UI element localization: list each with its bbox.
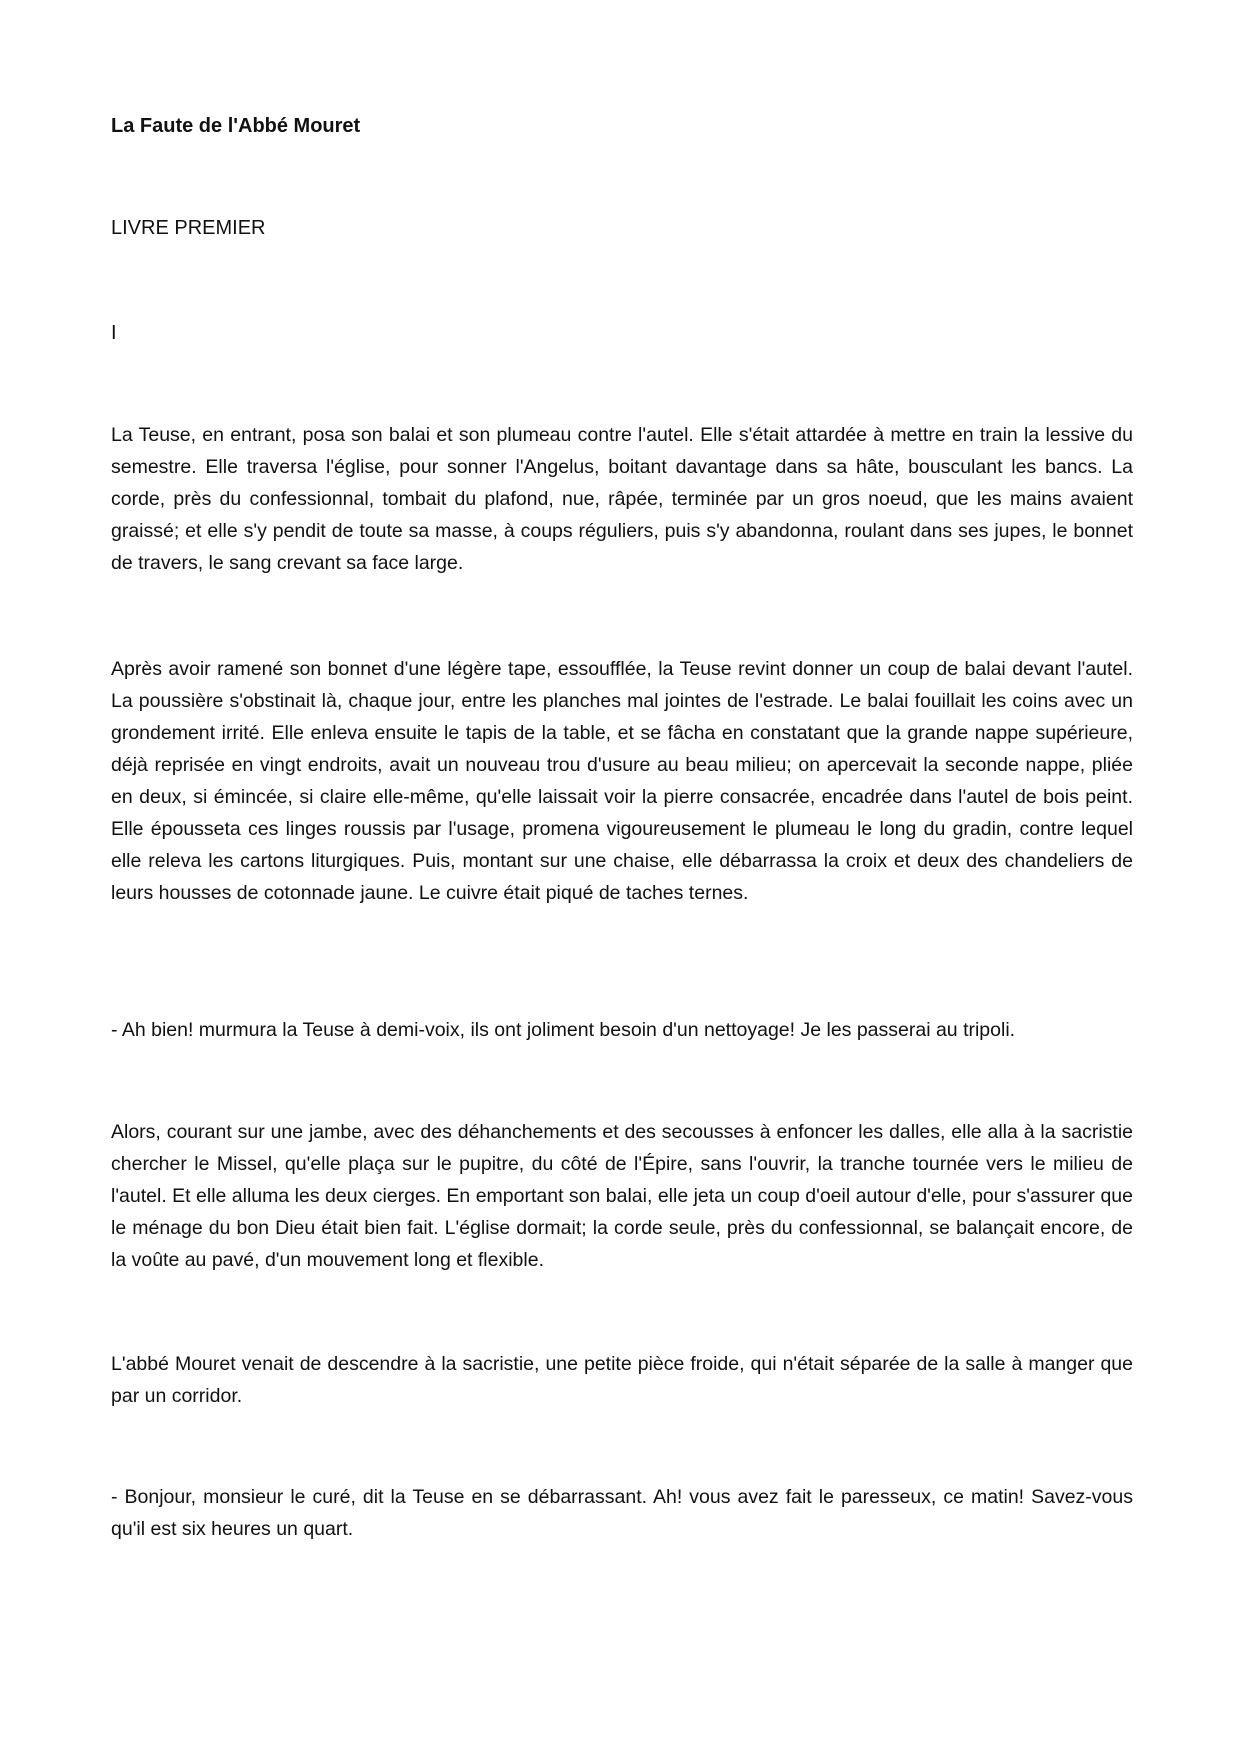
- paragraph-6: - Bonjour, monsieur le curé, dit la Teuse en se débarrassant. Ah! vous avez fait le paresseux, ce matin! Savez-vous qu'il est six heures un quart.: [111, 1486, 1133, 1540]
- paragraph-5: L'abbé Mouret venait de descendre à la sacristie, une petite pièce froide, qui n'était séparée de la salle à manger que par un corridor.: [111, 1353, 1133, 1407]
- paragraph-3: - Ah bien! murmura la Teuse à demi-voix, ils ont joliment besoin d'un nettoyage! Je les passerai au tripoli.: [111, 1019, 1016, 1041]
- paragraph-2: Après avoir ramené son bonnet d'une légère tape, essoufflée, la Teuse revint donner un coup de balai devant l'autel. La poussière s'obstinait là, chaque jour, entre les planches mal jointes de l'estrade. Le balai fouillait les coins avec un grondement irrité. Elle enleva ensuite le tapis de la table, et se fâcha en constatant que la grande nappe supérieure, déjà reprisée en vingt endroits, avait un nouveau trou d'usure au beau milieu; on apercevait la seconde nappe, pliée en deux, si émincée, si claire elle-même, qu'elle laissait voir la pierre consacrée, encadrée dans l'autel de bois peint. Elle épousseta ces linges roussis par l'usage, promena vigoureusement le plumeau le long du gradin, contre lequel elle releva les cartons liturgiques. Puis, montant sur une chaise, elle débarrassa la croix et deux des chandeliers de leurs housses de cotonnade jaune. Le cuivre était piqué de taches ternes.: [111, 658, 1133, 904]
- paragraph-4: Alors, courant sur une jambe, avec des déhanchements et des secousses à enfoncer les dalles, elle alla à la sacristie chercher le Missel, qu'elle plaça sur le pupitre, du côté de l'Épire, sans l'ouvrir, la tranche tournée vers le milieu de l'autel. Et elle alluma les deux cierges. En emportant son balai, elle jeta un coup d'oeil autour d'elle, pour s'assurer que le ménage du bon Dieu était bien fait. L'église dormait; la corde seule, près du confessionnal, se balançait encore, de la voûte au pavé, d'un mouvement long et flexible.: [111, 1121, 1133, 1271]
- book-heading: LIVRE PREMIER: [111, 217, 266, 239]
- chapter-heading: I: [111, 322, 117, 344]
- paragraph-1: La Teuse, en entrant, posa son balai et son plumeau contre l'autel. Elle s'était attardée à mettre en train la lessive du semestre. Elle traversa l'église, pour sonner l'Angelus, boitant davantage dans sa hâte, bousculant les bancs. La corde, près du confessionnal, tombait du plafond, nue, râpée, terminée par un gros noeud, que les mains avaient graissé; et elle s'y pendit de toute sa masse, à coups réguliers, puis s'y abandonna, roulant dans ses jupes, le bonnet de travers, le sang crevant sa face large.: [111, 424, 1133, 574]
- document-title: La Faute de l'Abbé Mouret: [111, 115, 361, 137]
